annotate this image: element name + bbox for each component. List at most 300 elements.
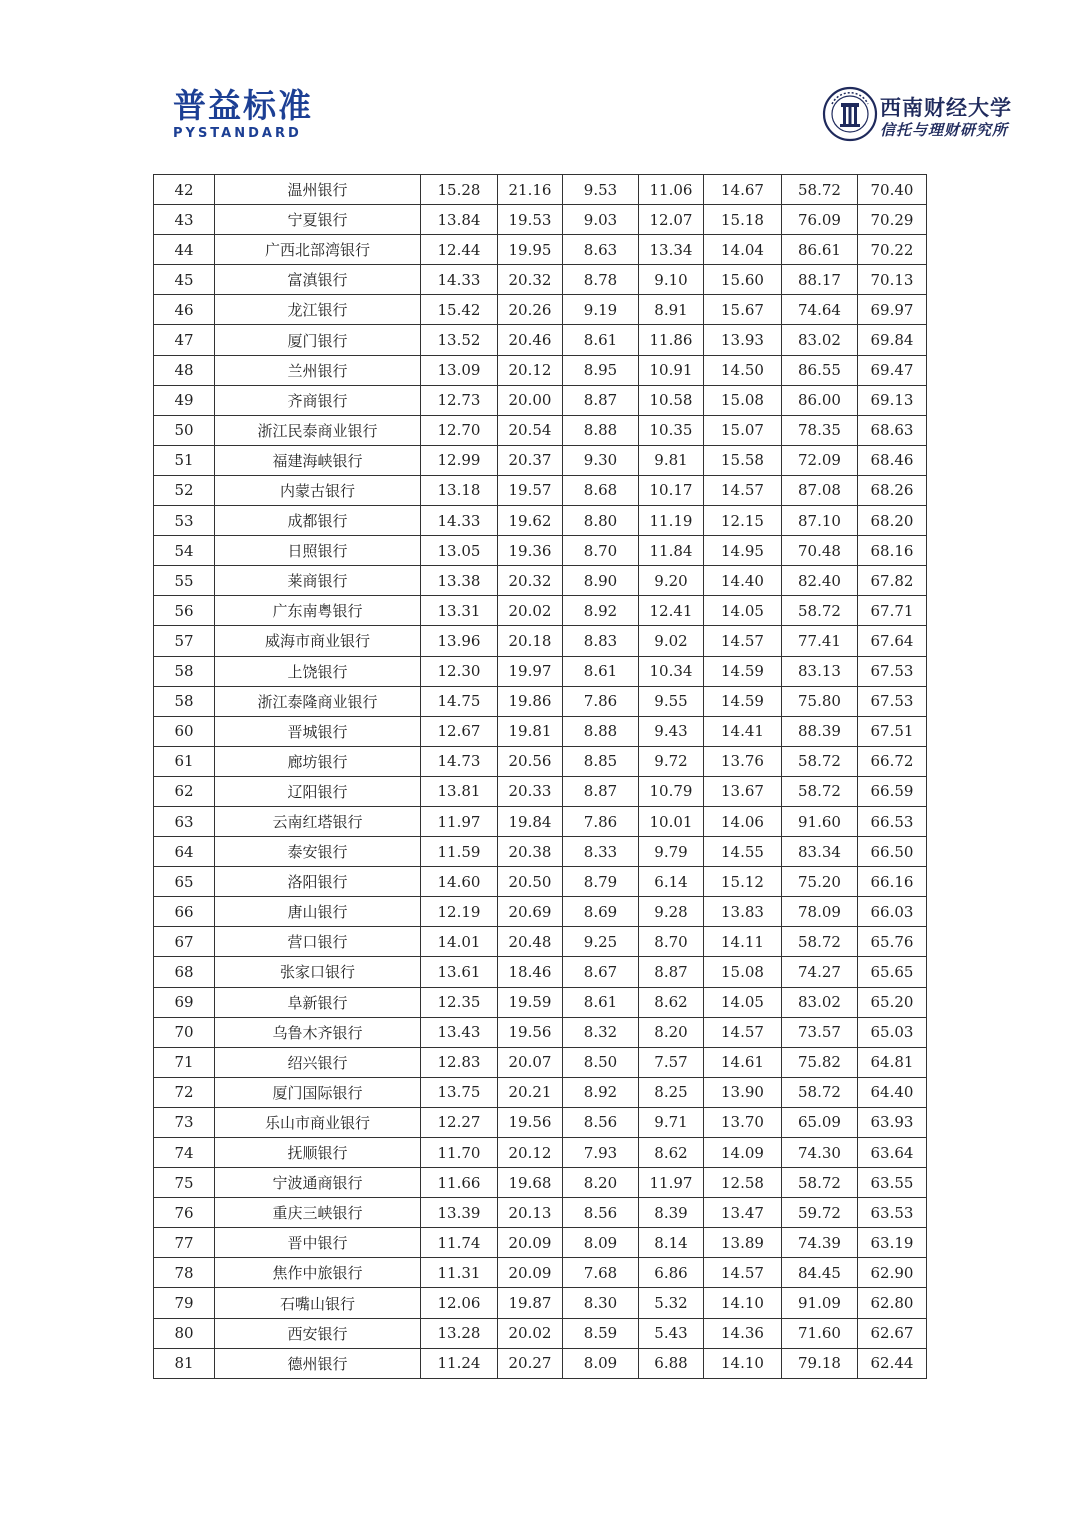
value-cell-1: 13.28 [421,1318,498,1348]
value-cell-1: 13.84 [421,205,498,235]
value-cell-2: 19.56 [498,1107,563,1137]
value-cell-5: 13.67 [704,776,782,806]
rank-cell: 79 [154,1288,215,1318]
value-cell-5: 13.90 [704,1077,782,1107]
value-cell-2: 20.02 [498,596,563,626]
value-cell-4: 9.72 [639,746,704,776]
value-cell-4: 10.91 [639,355,704,385]
value-cell-2: 20.12 [498,1138,563,1168]
value-cell-4: 11.84 [639,536,704,566]
rank-cell: 56 [154,596,215,626]
value-cell-3: 8.92 [563,1077,639,1107]
value-cell-4: 8.62 [639,1138,704,1168]
value-cell-4: 9.55 [639,686,704,716]
rank-cell: 69 [154,987,215,1017]
value-cell-4: 12.07 [639,205,704,235]
value-cell-4: 9.81 [639,445,704,475]
total-score-cell: 63.64 [858,1138,927,1168]
value-cell-3: 7.93 [563,1138,639,1168]
table-row [154,385,927,415]
rank-cell: 62 [154,776,215,806]
rank-cell: 57 [154,626,215,656]
total-score-cell: 69.84 [858,325,927,355]
value-cell-5: 13.76 [704,746,782,776]
bank-name-cell: 阜新银行 [215,987,421,1017]
bank-name-cell: 乌鲁木齐银行 [215,1017,421,1047]
bank-name-cell: 西安银行 [215,1318,421,1348]
value-cell-6: 74.27 [782,957,858,987]
rank-cell: 65 [154,867,215,897]
total-score-cell: 67.51 [858,716,927,746]
table-row [154,566,927,596]
bank-name-cell: 富滇银行 [215,265,421,295]
value-cell-6: 78.35 [782,415,858,445]
value-cell-6: 58.72 [782,1077,858,1107]
value-cell-3: 9.25 [563,927,639,957]
bank-name-cell: 廊坊银行 [215,746,421,776]
value-cell-6: 78.09 [782,897,858,927]
rank-cell: 49 [154,385,215,415]
value-cell-5: 12.58 [704,1168,782,1198]
value-cell-2: 20.18 [498,626,563,656]
value-cell-5: 15.60 [704,265,782,295]
rank-cell: 52 [154,475,215,505]
value-cell-3: 8.50 [563,1047,639,1077]
value-cell-2: 21.16 [498,175,563,205]
page-header [0,0,1080,170]
total-score-cell: 64.81 [858,1047,927,1077]
bank-name-cell: 厦门银行 [215,325,421,355]
value-cell-6: 91.60 [782,806,858,836]
value-cell-5: 14.11 [704,927,782,957]
value-cell-3: 9.19 [563,295,639,325]
bank-name-cell: 温州银行 [215,175,421,205]
rank-cell: 45 [154,265,215,295]
total-score-cell: 67.64 [858,626,927,656]
rank-cell: 67 [154,927,215,957]
bank-name-cell: 厦门国际银行 [215,1077,421,1107]
table-row [154,897,927,927]
value-cell-4: 6.86 [639,1258,704,1288]
value-cell-1: 14.33 [421,506,498,536]
value-cell-3: 8.20 [563,1168,639,1198]
total-score-cell: 65.65 [858,957,927,987]
value-cell-1: 12.35 [421,987,498,1017]
value-cell-5: 14.10 [704,1288,782,1318]
value-cell-6: 87.10 [782,506,858,536]
value-cell-5: 14.67 [704,175,782,205]
table-row [154,656,927,686]
value-cell-2: 20.12 [498,355,563,385]
value-cell-2: 18.46 [498,957,563,987]
value-cell-4: 9.79 [639,837,704,867]
value-cell-2: 20.48 [498,927,563,957]
value-cell-4: 9.43 [639,716,704,746]
value-cell-5: 14.36 [704,1318,782,1348]
rank-cell: 58 [154,686,215,716]
value-cell-3: 8.83 [563,626,639,656]
value-cell-3: 7.68 [563,1258,639,1288]
bank-name-cell: 抚顺银行 [215,1138,421,1168]
value-cell-6: 75.82 [782,1047,858,1077]
value-cell-4: 10.58 [639,385,704,415]
value-cell-3: 8.61 [563,325,639,355]
rank-cell: 75 [154,1168,215,1198]
bank-name-cell: 唐山银行 [215,897,421,927]
value-cell-4: 10.34 [639,656,704,686]
rank-cell: 76 [154,1198,215,1228]
table-body [154,175,927,1379]
value-cell-6: 59.72 [782,1198,858,1228]
table-row [154,325,927,355]
value-cell-1: 15.42 [421,295,498,325]
total-score-cell: 63.19 [858,1228,927,1258]
value-cell-2: 20.69 [498,897,563,927]
value-cell-1: 13.81 [421,776,498,806]
value-cell-3: 8.79 [563,867,639,897]
bank-name-cell: 焦作中旅银行 [215,1258,421,1288]
value-cell-4: 6.88 [639,1348,704,1378]
total-score-cell: 69.97 [858,295,927,325]
rank-cell: 61 [154,746,215,776]
value-cell-1: 11.97 [421,806,498,836]
value-cell-6: 58.72 [782,776,858,806]
table-row [154,1318,927,1348]
total-score-cell: 66.72 [858,746,927,776]
rank-cell: 63 [154,806,215,836]
total-score-cell: 63.55 [858,1168,927,1198]
bank-name-cell: 广东南粤银行 [215,596,421,626]
value-cell-2: 20.02 [498,1318,563,1348]
total-score-cell: 69.13 [858,385,927,415]
value-cell-2: 20.00 [498,385,563,415]
value-cell-3: 8.68 [563,475,639,505]
table-row [154,686,927,716]
university-name: 西南财经大学 [880,95,1012,120]
value-cell-4: 10.35 [639,415,704,445]
bank-name-cell: 威海市商业银行 [215,626,421,656]
table-row [154,475,927,505]
table-row [154,746,927,776]
value-cell-5: 15.58 [704,445,782,475]
bank-name-cell: 日照银行 [215,536,421,566]
value-cell-1: 12.83 [421,1047,498,1077]
value-cell-3: 9.03 [563,205,639,235]
bank-name-cell: 石嘴山银行 [215,1288,421,1318]
value-cell-2: 20.13 [498,1198,563,1228]
bank-name-cell: 泰安银行 [215,837,421,867]
table-row [154,175,927,205]
total-score-cell: 67.82 [858,566,927,596]
table-row [154,1047,927,1077]
table-row [154,506,927,536]
value-cell-1: 12.19 [421,897,498,927]
bank-name-cell: 辽阳银行 [215,776,421,806]
value-cell-2: 20.21 [498,1077,563,1107]
rank-cell: 58 [154,656,215,686]
rank-cell: 72 [154,1077,215,1107]
table-row [154,1228,927,1258]
rank-cell: 55 [154,566,215,596]
table-row [154,987,927,1017]
bank-name-cell: 重庆三峡银行 [215,1198,421,1228]
rank-cell: 78 [154,1258,215,1288]
value-cell-3: 8.09 [563,1348,639,1378]
value-cell-1: 14.01 [421,927,498,957]
table-row [154,1258,927,1288]
rank-cell: 71 [154,1047,215,1077]
value-cell-6: 70.48 [782,536,858,566]
total-score-cell: 67.71 [858,596,927,626]
table-row [154,716,927,746]
value-cell-2: 19.59 [498,987,563,1017]
value-cell-5: 14.55 [704,837,782,867]
value-cell-4: 9.20 [639,566,704,596]
value-cell-6: 75.20 [782,867,858,897]
university-logo [822,86,1012,148]
value-cell-5: 14.06 [704,806,782,836]
bank-name-cell: 广西北部湾银行 [215,235,421,265]
rank-cell: 47 [154,325,215,355]
value-cell-2: 20.33 [498,776,563,806]
rank-cell: 64 [154,837,215,867]
total-score-cell: 65.76 [858,927,927,957]
value-cell-1: 13.61 [421,957,498,987]
table-row [154,1077,927,1107]
value-cell-4: 11.97 [639,1168,704,1198]
value-cell-1: 13.18 [421,475,498,505]
rank-cell: 53 [154,506,215,536]
value-cell-5: 15.07 [704,415,782,445]
value-cell-4: 8.87 [639,957,704,987]
value-cell-5: 14.57 [704,1258,782,1288]
rank-cell: 42 [154,175,215,205]
table-row [154,536,927,566]
value-cell-6: 91.09 [782,1288,858,1318]
value-cell-6: 79.18 [782,1348,858,1378]
total-score-cell: 63.53 [858,1198,927,1228]
value-cell-3: 9.53 [563,175,639,205]
value-cell-1: 11.24 [421,1348,498,1378]
value-cell-2: 19.87 [498,1288,563,1318]
value-cell-3: 7.86 [563,806,639,836]
value-cell-1: 13.43 [421,1017,498,1047]
table-row [154,205,927,235]
value-cell-1: 12.44 [421,235,498,265]
table-row [154,837,927,867]
bank-ranking-table [153,174,927,1379]
table-row [154,626,927,656]
value-cell-2: 19.81 [498,716,563,746]
value-cell-1: 11.70 [421,1138,498,1168]
value-cell-1: 13.39 [421,1198,498,1228]
value-cell-5: 14.40 [704,566,782,596]
value-cell-2: 19.86 [498,686,563,716]
rank-cell: 50 [154,415,215,445]
value-cell-4: 6.14 [639,867,704,897]
value-cell-5: 14.50 [704,355,782,385]
value-cell-1: 12.30 [421,656,498,686]
value-cell-2: 20.27 [498,1348,563,1378]
value-cell-6: 75.80 [782,686,858,716]
value-cell-2: 19.68 [498,1168,563,1198]
value-cell-2: 20.09 [498,1258,563,1288]
value-cell-5: 14.59 [704,656,782,686]
rank-cell: 48 [154,355,215,385]
value-cell-6: 86.61 [782,235,858,265]
rank-cell: 43 [154,205,215,235]
value-cell-1: 12.73 [421,385,498,415]
table-row [154,1198,927,1228]
total-score-cell: 70.13 [858,265,927,295]
value-cell-2: 19.57 [498,475,563,505]
total-score-cell: 63.93 [858,1107,927,1137]
table-row [154,776,927,806]
value-cell-5: 13.93 [704,325,782,355]
value-cell-6: 72.09 [782,445,858,475]
value-cell-5: 15.18 [704,205,782,235]
value-cell-4: 8.20 [639,1017,704,1047]
table-row [154,867,927,897]
brand-chinese-name: 普益标准 [173,86,313,125]
value-cell-5: 14.05 [704,987,782,1017]
value-cell-6: 86.00 [782,385,858,415]
value-cell-5: 13.89 [704,1228,782,1258]
total-score-cell: 62.44 [858,1348,927,1378]
value-cell-2: 20.26 [498,295,563,325]
value-cell-2: 20.50 [498,867,563,897]
value-cell-4: 8.91 [639,295,704,325]
value-cell-5: 14.09 [704,1138,782,1168]
total-score-cell: 66.03 [858,897,927,927]
total-score-cell: 70.40 [858,175,927,205]
value-cell-5: 14.95 [704,536,782,566]
value-cell-3: 8.87 [563,776,639,806]
value-cell-2: 19.56 [498,1017,563,1047]
value-cell-4: 9.71 [639,1107,704,1137]
value-cell-4: 10.17 [639,475,704,505]
bank-name-cell: 龙江银行 [215,295,421,325]
bank-name-cell: 兰州银行 [215,355,421,385]
value-cell-4: 8.62 [639,987,704,1017]
rank-cell: 68 [154,957,215,987]
value-cell-5: 15.12 [704,867,782,897]
value-cell-2: 19.36 [498,536,563,566]
value-cell-4: 11.86 [639,325,704,355]
total-score-cell: 65.20 [858,987,927,1017]
value-cell-3: 8.69 [563,897,639,927]
value-cell-6: 71.60 [782,1318,858,1348]
value-cell-3: 8.80 [563,506,639,536]
value-cell-3: 8.61 [563,656,639,686]
value-cell-4: 9.02 [639,626,704,656]
value-cell-5: 14.57 [704,475,782,505]
value-cell-6: 84.45 [782,1258,858,1288]
table-row [154,1348,927,1378]
value-cell-3: 8.09 [563,1228,639,1258]
total-score-cell: 64.40 [858,1077,927,1107]
table-row [154,295,927,325]
value-cell-6: 74.39 [782,1228,858,1258]
rank-cell: 74 [154,1138,215,1168]
value-cell-3: 8.61 [563,987,639,1017]
value-cell-6: 83.02 [782,325,858,355]
bank-name-cell: 莱商银行 [215,566,421,596]
value-cell-5: 13.47 [704,1198,782,1228]
rank-cell: 51 [154,445,215,475]
value-cell-1: 13.31 [421,596,498,626]
table-row [154,235,927,265]
table-row [154,355,927,385]
value-cell-6: 83.02 [782,987,858,1017]
university-seal-icon [822,86,878,142]
table-row [154,415,927,445]
value-cell-2: 20.32 [498,566,563,596]
value-cell-2: 20.56 [498,746,563,776]
value-cell-3: 8.33 [563,837,639,867]
value-cell-2: 20.46 [498,325,563,355]
value-cell-1: 11.31 [421,1258,498,1288]
value-cell-5: 14.05 [704,596,782,626]
total-score-cell: 62.90 [858,1258,927,1288]
value-cell-2: 20.32 [498,265,563,295]
total-score-cell: 66.53 [858,806,927,836]
value-cell-2: 20.07 [498,1047,563,1077]
value-cell-5: 14.04 [704,235,782,265]
value-cell-5: 14.57 [704,626,782,656]
value-cell-6: 65.09 [782,1107,858,1137]
bank-name-cell: 云南红塔银行 [215,806,421,836]
total-score-cell: 65.03 [858,1017,927,1047]
value-cell-4: 13.34 [639,235,704,265]
value-cell-6: 58.72 [782,927,858,957]
value-cell-1: 13.38 [421,566,498,596]
value-cell-1: 13.96 [421,626,498,656]
value-cell-5: 14.57 [704,1017,782,1047]
value-cell-1: 13.05 [421,536,498,566]
value-cell-1: 11.74 [421,1228,498,1258]
bank-name-cell: 德州银行 [215,1348,421,1378]
value-cell-3: 8.95 [563,355,639,385]
table-row [154,1017,927,1047]
value-cell-5: 15.67 [704,295,782,325]
value-cell-4: 5.32 [639,1288,704,1318]
table-row [154,265,927,295]
rank-cell: 77 [154,1228,215,1258]
value-cell-6: 58.72 [782,746,858,776]
bank-name-cell: 张家口银行 [215,957,421,987]
value-cell-3: 8.67 [563,957,639,987]
value-cell-4: 11.06 [639,175,704,205]
bank-name-cell: 洛阳银行 [215,867,421,897]
value-cell-2: 20.38 [498,837,563,867]
value-cell-4: 12.41 [639,596,704,626]
bank-name-cell: 宁夏银行 [215,205,421,235]
bank-name-cell: 绍兴银行 [215,1047,421,1077]
value-cell-5: 12.15 [704,506,782,536]
bank-name-cell: 福建海峡银行 [215,445,421,475]
table-row [154,1138,927,1168]
value-cell-3: 8.63 [563,235,639,265]
total-score-cell: 68.63 [858,415,927,445]
table-row [154,1288,927,1318]
pystandard-logo [173,88,313,141]
value-cell-4: 5.43 [639,1318,704,1348]
value-cell-6: 87.08 [782,475,858,505]
total-score-cell: 68.26 [858,475,927,505]
value-cell-5: 15.08 [704,385,782,415]
table-row [154,806,927,836]
